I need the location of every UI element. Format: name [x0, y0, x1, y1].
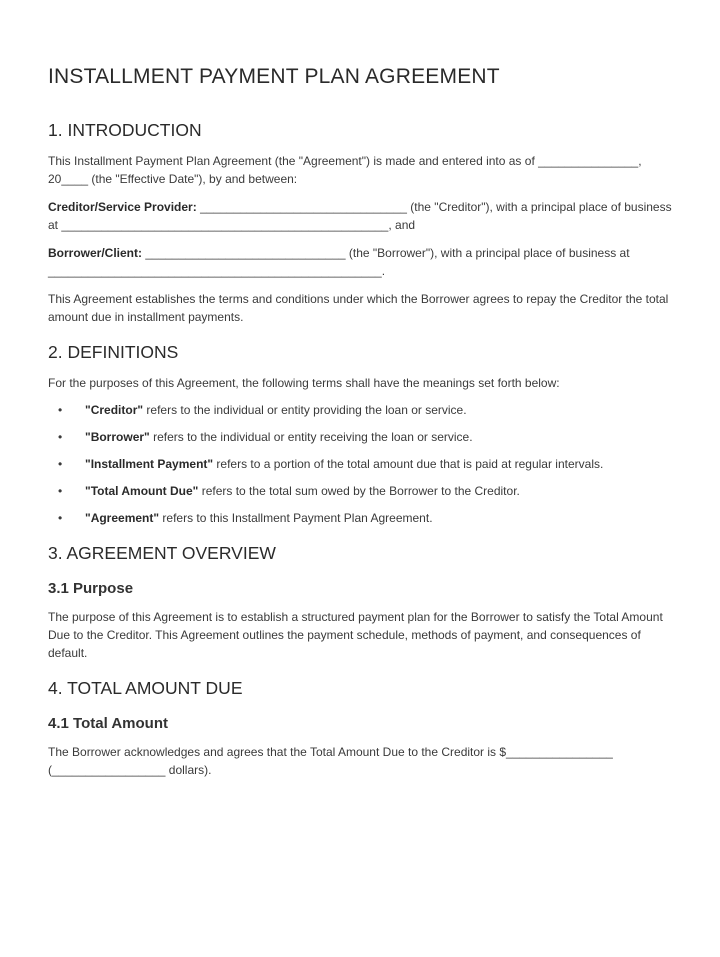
definition-text: refers to the total sum owed by the Borrower to the Creditor.: [198, 484, 520, 498]
list-item: [48, 510, 674, 527]
section-heading-definitions: 2. DEFINITIONS: [48, 342, 179, 362]
definition-term: "Total Amount Due": [85, 484, 199, 498]
purpose-paragraph: The purpose of this Agreement is to establish a structured payment plan for the Borrower to satisfy the Total Amount Due to the Creditor. This Agreement outlines the payment schedule, methods of payment, and consequences of default.: [48, 610, 663, 660]
definition-term: "Agreement": [85, 511, 160, 525]
borrower-label: Borrower/Client:: [48, 246, 143, 260]
definition-term: "Borrower": [85, 430, 150, 444]
section-heading-total-amount: 4. TOTAL AMOUNT DUE: [48, 678, 243, 698]
definition-text: refers to the individual or entity receiving the loan or service.: [149, 430, 473, 444]
definition-text: refers to this Installment Payment Plan Agreement.: [159, 511, 433, 525]
section-heading-introduction: 1. INTRODUCTION: [48, 120, 202, 140]
list-item: [48, 429, 674, 446]
definition-text: refers to the individual or entity providing the loan or service.: [143, 403, 467, 417]
bullet-icon: •: [58, 430, 63, 444]
subsection-heading-total-amount: 4.1 Total Amount: [48, 715, 168, 732]
bullet-icon: •: [58, 457, 63, 471]
creditor-text: _______________________________ (the "Creditor"), with a principal place of business at _________________________________________________, and: [48, 200, 672, 232]
borrower-paragraph: [48, 244, 674, 280]
total-amount-paragraph: The Borrower acknowledges and agrees that the Total Amount Due to the Creditor is $________________ (_________________ dollars).: [48, 745, 613, 777]
list-item: [48, 483, 674, 500]
definition-term: "Creditor": [85, 403, 144, 417]
subsection-heading-purpose: 3.1 Purpose: [48, 580, 134, 597]
section-heading-overview: 3. AGREEMENT OVERVIEW: [48, 543, 276, 563]
bullet-icon: •: [58, 484, 63, 498]
definitions-intro: For the purposes of this Agreement, the following terms shall have the meanings set forth below:: [48, 376, 560, 390]
definitions-list: [48, 402, 674, 527]
list-item: [48, 402, 674, 419]
creditor-paragraph: [48, 198, 674, 234]
document-title: INSTALLMENT PAYMENT PLAN AGREEMENT: [48, 65, 500, 88]
agreement-purpose-paragraph: This Agreement establishes the terms and conditions under which the Borrower agrees to repay the Creditor the total amount due in installment payments.: [48, 292, 669, 324]
definition-term: "Installment Payment": [85, 457, 214, 471]
definition-text: refers to a portion of the total amount due that is paid at regular intervals.: [213, 457, 604, 471]
list-item: [48, 456, 674, 473]
bullet-icon: •: [58, 511, 63, 525]
bullet-icon: •: [58, 403, 63, 417]
creditor-label: Creditor/Service Provider:: [48, 200, 197, 214]
borrower-text: ______________________________ (the "Borrower"), with a principal place of business at __________________________________________________.: [48, 246, 630, 278]
intro-paragraph: This Installment Payment Plan Agreement (the "Agreement") is made and entered into as of _______________, 20____ (the "Effective Date"), by and between:: [48, 154, 642, 186]
